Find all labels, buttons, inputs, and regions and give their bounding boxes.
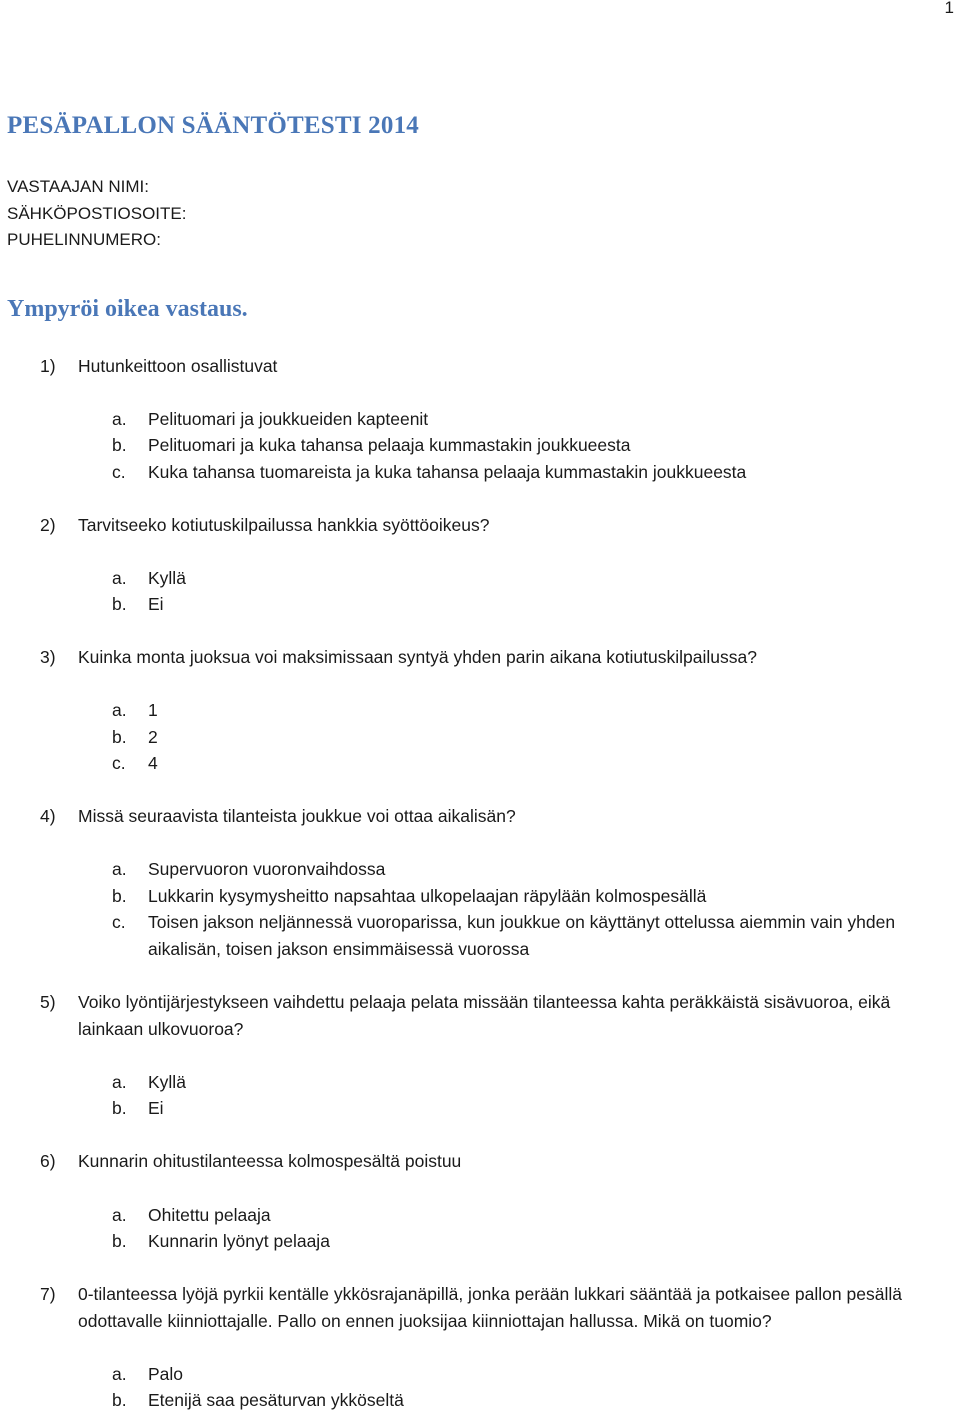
question-text: Tarvitseeko kotiutuskilpailussa hankkia syöttöoikeus? xyxy=(78,515,490,535)
option-text: 2 xyxy=(148,727,158,747)
option-text: Etenijä saa pesäturvan ykköseltä xyxy=(148,1390,404,1410)
question-7 xyxy=(40,1281,952,1334)
question-3-option-a[interactable] xyxy=(112,697,952,724)
option-text: Pelituomari ja joukkueiden kapteenit xyxy=(148,409,429,429)
option-text: Kuka tahansa tuomareista ja kuka tahansa pelaaja kummastakin joukkueesta xyxy=(148,462,747,482)
question-text: Voiko lyöntijärjestykseen vaihdettu pelaaja pelata missään tilanteessa kahta peräkkäistä sisävuoroa, eikä lainkaan ulkovuoroa? xyxy=(78,992,891,1039)
question-4-option-a[interactable] xyxy=(112,856,952,883)
question-number: 1) xyxy=(40,356,56,376)
option-label: c. xyxy=(112,912,126,932)
option-label: c. xyxy=(112,753,126,773)
option-text: Ohitettu pelaaja xyxy=(148,1205,271,1225)
page-title: PESÄPALLON SÄÄNTÖTESTI 2014 xyxy=(7,112,419,139)
option-text: Supervuoron vuoronvaihdossa xyxy=(148,859,386,879)
question-4-option-b[interactable] xyxy=(112,883,952,910)
question-number: 7) xyxy=(40,1284,56,1304)
option-label: a. xyxy=(112,1072,127,1092)
option-label: b. xyxy=(112,1098,127,1118)
question-text: Kunnarin ohitustilanteessa kolmospesältä poistuu xyxy=(78,1151,462,1171)
option-text: 1 xyxy=(148,700,158,720)
question-3-option-b[interactable] xyxy=(112,724,952,751)
respondent-name-label: VASTAAJAN NIMI: xyxy=(7,177,150,196)
option-label: b. xyxy=(112,435,127,455)
option-text: Kyllä xyxy=(148,1072,186,1092)
question-4 xyxy=(40,803,952,830)
question-text: Hutunkeittoon osallistuvat xyxy=(78,356,278,376)
question-5-option-b[interactable] xyxy=(112,1095,952,1122)
option-text: Pelituomari ja kuka tahansa pelaaja kummastakin joukkueesta xyxy=(148,435,631,455)
question-2-option-b[interactable] xyxy=(112,591,952,618)
option-label: b. xyxy=(112,727,127,747)
question-5-option-a[interactable] xyxy=(112,1069,952,1096)
email-label: SÄHKÖPOSTIOSOITE: xyxy=(7,203,187,223)
question-4-option-c[interactable] xyxy=(112,909,952,962)
option-label: b. xyxy=(112,1231,127,1251)
question-6 xyxy=(40,1148,952,1175)
question-6-option-b[interactable] xyxy=(112,1228,952,1255)
question-1 xyxy=(40,353,952,380)
phone-number-label: PUHELINNUMERO: xyxy=(7,230,161,249)
option-label: a. xyxy=(112,859,127,879)
question-7-option-b[interactable] xyxy=(112,1387,952,1414)
option-label: b. xyxy=(112,1390,127,1410)
option-label: b. xyxy=(112,886,127,906)
question-1-option-a[interactable] xyxy=(112,406,952,433)
question-text: Missä seuraavista tilanteista joukkue voi ottaa aikalisän? xyxy=(78,806,516,826)
option-label: a. xyxy=(112,1205,127,1225)
option-label: b. xyxy=(112,594,127,614)
question-number: 5) xyxy=(40,992,56,1012)
option-text: Palo xyxy=(148,1364,184,1384)
question-1-option-b[interactable] xyxy=(112,432,952,459)
option-label: c. xyxy=(112,462,126,482)
instruction-heading: Ympyröi oikea vastaus. xyxy=(7,296,248,322)
option-label: a. xyxy=(112,409,127,429)
option-text: Ei xyxy=(148,1098,164,1118)
page-number: 1 xyxy=(944,0,954,17)
question-5 xyxy=(40,989,952,1042)
question-1-option-c[interactable] xyxy=(112,459,952,486)
question-6-option-a[interactable] xyxy=(112,1202,952,1229)
option-text: 4 xyxy=(148,753,158,773)
question-number: 2) xyxy=(40,515,56,535)
option-text: Toisen jakson neljännessä vuoroparissa, kun joukkue on käyttänyt ottelussa aiemmin vain yhden aikalisän, toisen jakson ensimmäisessä vuorossa xyxy=(148,912,896,959)
option-text: Lukkarin kysymysheitto napsahtaa ulkopelaajan räpylään kolmospesällä xyxy=(148,886,707,906)
option-text: Kyllä xyxy=(148,568,186,588)
option-label: a. xyxy=(112,1364,127,1384)
question-text: 0-tilanteessa lyöjä pyrkii kentälle ykkösrajanäpillä, jonka perään lukkari sääntää ja potkaisee pallon pesällä odottavalle kiinniottajalle. Pallo on ennen juoksijaa kiinniottajan hallussa. Mikä on tuomio? xyxy=(78,1284,902,1331)
question-3-option-c[interactable] xyxy=(112,750,952,777)
option-label: a. xyxy=(112,568,127,588)
question-3 xyxy=(40,644,952,671)
question-2-option-a[interactable] xyxy=(112,565,952,592)
contact-fields xyxy=(7,174,186,254)
question-number: 4) xyxy=(40,806,56,826)
question-number: 3) xyxy=(40,647,56,667)
question-text: Kuinka monta juoksua voi maksimissaan syntyä yhden parin aikana kotiutuskilpailussa? xyxy=(78,647,757,667)
question-7-option-a[interactable] xyxy=(112,1361,952,1388)
option-text: Ei xyxy=(148,594,164,614)
question-2 xyxy=(40,512,952,539)
option-text: Kunnarin lyönyt pelaaja xyxy=(148,1231,330,1251)
option-label: a. xyxy=(112,700,127,720)
question-number: 6) xyxy=(40,1151,56,1171)
